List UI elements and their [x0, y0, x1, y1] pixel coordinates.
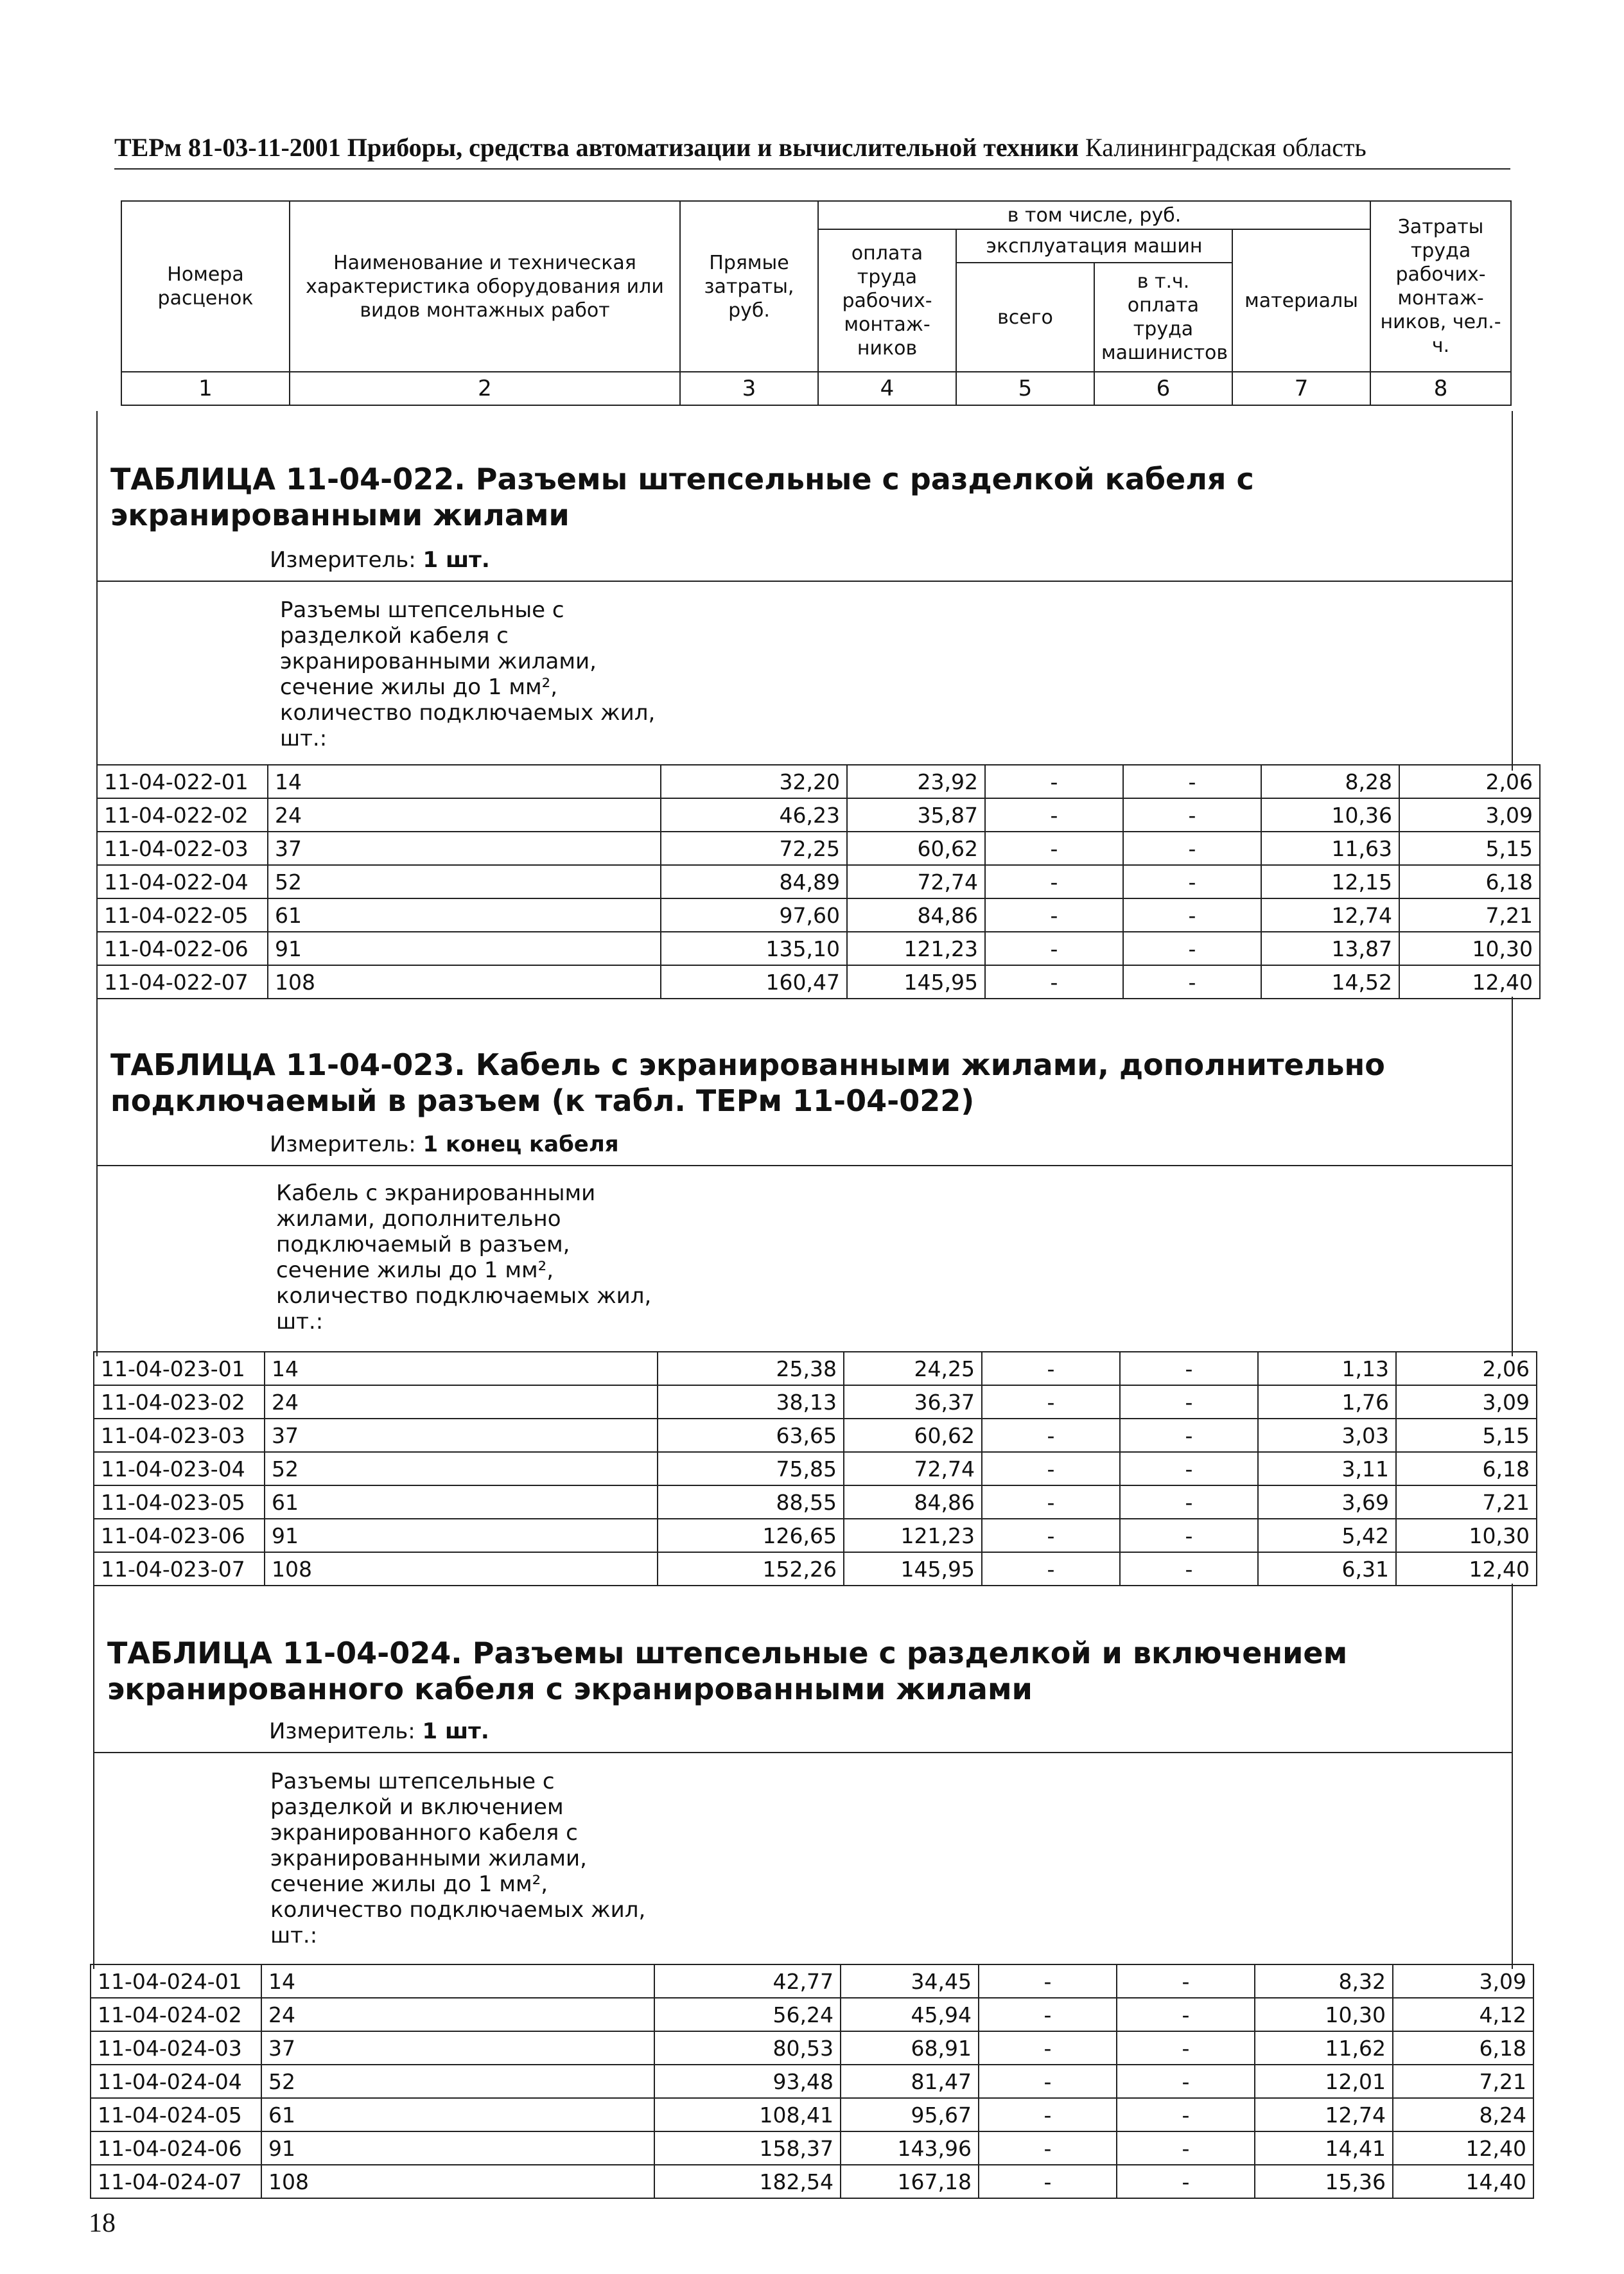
table-cell: 11-04-022-05 [97, 898, 268, 932]
table-cell: 4,12 [1393, 1998, 1533, 2031]
table-cell: - [979, 2098, 1117, 2131]
col-number: 1 [121, 372, 290, 405]
table-cell: 24 [261, 1998, 654, 2031]
table-cell: 91 [265, 1519, 658, 1552]
table-row [94, 1419, 1537, 1452]
table-cell: 68,91 [841, 2031, 979, 2065]
table-cell: 11-04-024-01 [91, 1964, 261, 1998]
section-title: ТАБЛИЦА 11-04-022. Разъемы штепсельные с разделкой кабеля с экранированными жилами [110, 462, 1254, 532]
table-cell: 3,09 [1396, 1385, 1537, 1419]
table-cell: 56,24 [654, 1998, 841, 2031]
table-cell: 11-04-023-02 [94, 1385, 265, 1419]
table-row [94, 1385, 1537, 1419]
divider [94, 1752, 1512, 1753]
table-row [91, 2131, 1533, 2165]
table-cell: 88,55 [658, 1485, 844, 1519]
table-cell: 14 [261, 1964, 654, 1998]
divider [98, 1165, 1512, 1166]
table-section-11-04-022 [96, 411, 1513, 771]
table-cell: 11-04-022-02 [97, 798, 268, 832]
table-cell: 84,86 [844, 1485, 982, 1519]
table-cell: 12,74 [1261, 898, 1399, 932]
table-cell: - [1117, 2098, 1255, 2131]
page-header [114, 132, 1495, 162]
table-cell: 10,30 [1255, 1998, 1393, 2031]
table-cell: 11-04-024-02 [91, 1998, 261, 2031]
table-cell: 34,45 [841, 1964, 979, 1998]
table-cell: 24 [268, 798, 661, 832]
document-region: Калининградская область [1085, 133, 1366, 162]
table-cell: - [985, 965, 1123, 999]
table-cell: - [985, 865, 1123, 898]
table-cell: - [1123, 798, 1261, 832]
table-cell: - [979, 2065, 1117, 2098]
table-cell: - [1123, 832, 1261, 865]
table-row [94, 1552, 1537, 1586]
table-cell: 3,03 [1258, 1419, 1396, 1452]
col-header-name: Наименование и техническая характеристика оборудования или видов монтажных работ [290, 201, 680, 372]
table-cell: 8,32 [1255, 1964, 1393, 1998]
table-cell: 11-04-024-05 [91, 2098, 261, 2131]
table-cell: 72,74 [847, 865, 985, 898]
table-cell: 72,25 [661, 832, 847, 865]
table-cell: - [985, 932, 1123, 965]
col-header-worker-pay: оплата труда рабочих-монтаж-ников [818, 229, 956, 372]
col-header-materials: материалы [1232, 229, 1370, 372]
table-cell: 11-04-024-03 [91, 2031, 261, 2065]
table-cell: - [1117, 2031, 1255, 2065]
table-cell: 1,76 [1258, 1385, 1396, 1419]
col-number: 4 [818, 372, 956, 405]
table-cell: - [979, 2165, 1117, 2198]
table-cell: 81,47 [841, 2065, 979, 2098]
measure-label: Измеритель: [270, 547, 416, 573]
table-cell: 152,26 [658, 1552, 844, 1586]
table-cell: 3,09 [1399, 798, 1540, 832]
col-number: 2 [290, 372, 680, 405]
table-cell: - [1117, 2131, 1255, 2165]
page-number: 18 [89, 2208, 116, 2238]
table-row [97, 798, 1540, 832]
table-cell: 11,62 [1255, 2031, 1393, 2065]
table-row [91, 1964, 1533, 1998]
table-cell: 6,18 [1396, 1452, 1537, 1485]
table-cell: 11-04-024-07 [91, 2165, 261, 2198]
table-row [91, 1998, 1533, 2031]
table-cell: - [1120, 1385, 1258, 1419]
table-row [97, 932, 1540, 965]
document-title: Приборы, средства автоматизации и вычислительной техники [347, 133, 1079, 162]
table-cell: 32,20 [661, 765, 847, 798]
table-cell: 11-04-023-01 [94, 1352, 265, 1385]
table-cell: 38,13 [658, 1385, 844, 1419]
col-header-including: в том числе, руб. [818, 201, 1370, 229]
table-cell: 14 [265, 1352, 658, 1385]
col-number: 7 [1232, 372, 1370, 405]
table-cell: 37 [268, 832, 661, 865]
measure-value: 1 шт. [423, 547, 490, 573]
table-cell: 11,63 [1261, 832, 1399, 865]
table-cell: 126,65 [658, 1519, 844, 1552]
col-number: 5 [956, 372, 1094, 405]
table-cell: - [982, 1552, 1120, 1586]
table-cell: 24,25 [844, 1352, 982, 1385]
table-cell: 160,47 [661, 965, 847, 999]
table-cell: 12,01 [1255, 2065, 1393, 2098]
table-cell: 10,30 [1396, 1519, 1537, 1552]
table-section-11-04-023 [96, 997, 1513, 1356]
section-description: Кабель с экранированными жилами, дополнительно подключаемый в разъем, сечение жилы до 1 мм², количество подключаемых жил, шт.: [276, 1180, 652, 1334]
table-cell: 108,41 [654, 2098, 841, 2131]
table-row [94, 1485, 1537, 1519]
table-cell: 11-04-022-01 [97, 765, 268, 798]
table-row [97, 965, 1540, 999]
table-cell: 11-04-022-04 [97, 865, 268, 898]
table-cell: 80,53 [654, 2031, 841, 2065]
table-cell: - [1120, 1552, 1258, 1586]
col-header-codes: Номера расценок [121, 201, 290, 372]
table-section-11-04-024 [93, 1584, 1513, 1969]
table-cell: - [1123, 865, 1261, 898]
table-cell: 2,06 [1396, 1352, 1537, 1385]
table-cell: 3,09 [1393, 1964, 1533, 1998]
table-cell: 158,37 [654, 2131, 841, 2165]
header-rule [114, 168, 1510, 170]
table-row [97, 865, 1540, 898]
table-cell: 93,48 [654, 2065, 841, 2098]
table-row [97, 898, 1540, 932]
table-cell: 12,40 [1399, 965, 1540, 999]
table-cell: - [1120, 1419, 1258, 1452]
table-cell: - [982, 1419, 1120, 1452]
table-cell: 8,24 [1393, 2098, 1533, 2131]
table-cell: 1,13 [1258, 1352, 1396, 1385]
rates-table-11-04-022 [96, 764, 1541, 999]
table-row [97, 765, 1540, 798]
table-cell: 63,65 [658, 1419, 844, 1452]
table-cell: 35,87 [847, 798, 985, 832]
table-cell: - [1123, 965, 1261, 999]
table-cell: 75,85 [658, 1452, 844, 1485]
table-cell: - [1117, 2065, 1255, 2098]
table-cell: - [982, 1452, 1120, 1485]
table-cell: 37 [265, 1419, 658, 1452]
table-cell: - [982, 1352, 1120, 1385]
table-cell: - [1123, 898, 1261, 932]
table-row [94, 1452, 1537, 1485]
table-cell: 11-04-023-04 [94, 1452, 265, 1485]
table-cell: 145,95 [844, 1552, 982, 1586]
table-row [97, 832, 1540, 865]
col-header-machine-operation: эксплуатация машин [956, 229, 1232, 263]
table-cell: 8,28 [1261, 765, 1399, 798]
table-cell: 45,94 [841, 1998, 979, 2031]
table-cell: - [1120, 1352, 1258, 1385]
table-cell: 11-04-023-03 [94, 1419, 265, 1452]
column-header-table [121, 200, 1512, 406]
table-cell: 2,06 [1399, 765, 1540, 798]
section-description: Разъемы штепсельные с разделкой кабеля с экранированными жилами, сечение жилы до 1 мм², количество подключаемых жил, шт.: [280, 597, 656, 751]
table-cell: 46,23 [661, 798, 847, 832]
table-cell: 42,77 [654, 1964, 841, 1998]
table-cell: 6,31 [1258, 1552, 1396, 1586]
section-title: ТАБЛИЦА 11-04-023. Кабель с экранированными жилами, дополнительно подключаемый в разъем (к табл. ТЕРм 11-04-022) [110, 1047, 1385, 1118]
table-cell: - [1117, 1998, 1255, 2031]
table-cell: 11-04-022-03 [97, 832, 268, 865]
col-number: 6 [1094, 372, 1232, 405]
table-cell: 11-04-022-06 [97, 932, 268, 965]
table-cell: 10,36 [1261, 798, 1399, 832]
table-cell: 10,30 [1399, 932, 1540, 965]
table-cell: 6,18 [1399, 865, 1540, 898]
measure-line [270, 547, 490, 573]
table-cell: 108 [261, 2165, 654, 2198]
table-cell: 182,54 [654, 2165, 841, 2198]
table-cell: 95,67 [841, 2098, 979, 2131]
measure-line [269, 1719, 489, 1744]
table-cell: 52 [265, 1452, 658, 1485]
table-cell: 61 [261, 2098, 654, 2131]
table-cell: - [985, 898, 1123, 932]
divider [98, 581, 1512, 582]
col-header-direct-costs: Прямые затраты, руб. [680, 201, 818, 372]
table-cell: - [982, 1485, 1120, 1519]
table-row [94, 1519, 1537, 1552]
rates-table-11-04-024 [90, 1964, 1534, 2199]
col-header-operator-pay: в т.ч. оплата труда машинистов [1094, 263, 1232, 372]
table-cell: 11-04-023-07 [94, 1552, 265, 1586]
table-cell: - [985, 832, 1123, 865]
document-code: ТЕРм 81-03-11-2001 [114, 133, 341, 162]
table-cell: 11-04-022-07 [97, 965, 268, 999]
table-cell: - [979, 1964, 1117, 1998]
table-cell: 121,23 [847, 932, 985, 965]
table-cell: 12,15 [1261, 865, 1399, 898]
table-cell: 7,21 [1396, 1485, 1537, 1519]
table-row [91, 2031, 1533, 2065]
table-cell: 36,37 [844, 1385, 982, 1419]
table-cell: 60,62 [844, 1419, 982, 1452]
col-number: 8 [1370, 372, 1511, 405]
measure-line [270, 1132, 619, 1157]
table-cell: 84,86 [847, 898, 985, 932]
table-cell: 7,21 [1399, 898, 1540, 932]
table-cell: 5,15 [1399, 832, 1540, 865]
table-cell: 14,40 [1393, 2165, 1533, 2198]
table-cell: 13,87 [1261, 932, 1399, 965]
table-cell: 15,36 [1255, 2165, 1393, 2198]
table-cell: - [982, 1385, 1120, 1419]
table-cell: 135,10 [661, 932, 847, 965]
table-cell: 61 [268, 898, 661, 932]
table-cell: 12,40 [1393, 2131, 1533, 2165]
rates-table-11-04-023 [93, 1351, 1537, 1586]
col-header-labor-hours: Затраты труда рабочих-монтаж-ников, чел.-ч. [1370, 201, 1511, 372]
col-header-machine-total: всего [956, 263, 1094, 372]
table-cell: 12,74 [1255, 2098, 1393, 2131]
table-cell: 3,69 [1258, 1485, 1396, 1519]
table-cell: 108 [265, 1552, 658, 1586]
table-cell: 167,18 [841, 2165, 979, 2198]
table-cell: 12,40 [1396, 1552, 1537, 1586]
table-cell: - [985, 765, 1123, 798]
table-cell: 143,96 [841, 2131, 979, 2165]
table-cell: 60,62 [847, 832, 985, 865]
table-cell: 24 [265, 1385, 658, 1419]
table-cell: 5,42 [1258, 1519, 1396, 1552]
table-cell: - [979, 2031, 1117, 2065]
table-cell: - [979, 1998, 1117, 2031]
table-cell: 6,18 [1393, 2031, 1533, 2065]
table-cell: 7,21 [1393, 2065, 1533, 2098]
table-cell: 72,74 [844, 1452, 982, 1485]
table-cell: 11-04-024-04 [91, 2065, 261, 2098]
table-cell: 14 [268, 765, 661, 798]
table-cell: - [1123, 932, 1261, 965]
table-cell: 121,23 [844, 1519, 982, 1552]
col-number: 3 [680, 372, 818, 405]
table-cell: 37 [261, 2031, 654, 2065]
table-cell: 61 [265, 1485, 658, 1519]
table-row [91, 2065, 1533, 2098]
table-cell: - [979, 2131, 1117, 2165]
table-cell: - [1120, 1452, 1258, 1485]
table-row [91, 2098, 1533, 2131]
table-cell: 11-04-024-06 [91, 2131, 261, 2165]
table-cell: - [985, 798, 1123, 832]
table-cell: 52 [268, 865, 661, 898]
table-cell: - [982, 1519, 1120, 1552]
table-cell: 14,41 [1255, 2131, 1393, 2165]
table-cell: - [1123, 765, 1261, 798]
table-cell: 97,60 [661, 898, 847, 932]
table-cell: 91 [268, 932, 661, 965]
table-cell: 145,95 [847, 965, 985, 999]
table-cell: - [1117, 2165, 1255, 2198]
table-row [91, 2165, 1533, 2198]
table-cell: - [1120, 1485, 1258, 1519]
table-cell: 11-04-023-06 [94, 1519, 265, 1552]
table-cell: 5,15 [1396, 1419, 1537, 1452]
table-cell: - [1117, 1964, 1255, 1998]
table-cell: 23,92 [847, 765, 985, 798]
table-cell: 14,52 [1261, 965, 1399, 999]
table-cell: 52 [261, 2065, 654, 2098]
measure-label: Измеритель: [270, 1132, 416, 1157]
table-cell: 91 [261, 2131, 654, 2165]
section-description: Разъемы штепсельные с разделкой и включением экранированного кабеля с экранированными жилами, сечение жилы до 1 мм², количество подключаемых жил, шт.: [270, 1769, 646, 1948]
table-cell: 11-04-023-05 [94, 1485, 265, 1519]
table-cell: 84,89 [661, 865, 847, 898]
measure-value: 1 шт. [422, 1719, 489, 1744]
table-cell: 108 [268, 965, 661, 999]
table-row [94, 1352, 1537, 1385]
table-cell: 25,38 [658, 1352, 844, 1385]
table-cell: 3,11 [1258, 1452, 1396, 1485]
table-cell: - [1120, 1519, 1258, 1552]
section-title: ТАБЛИЦА 11-04-024. Разъемы штепсельные с разделкой и включением экранированного кабеля с экранированными жилами [107, 1636, 1348, 1706]
measure-value: 1 конец кабеля [423, 1132, 619, 1157]
measure-label: Измеритель: [269, 1719, 415, 1744]
